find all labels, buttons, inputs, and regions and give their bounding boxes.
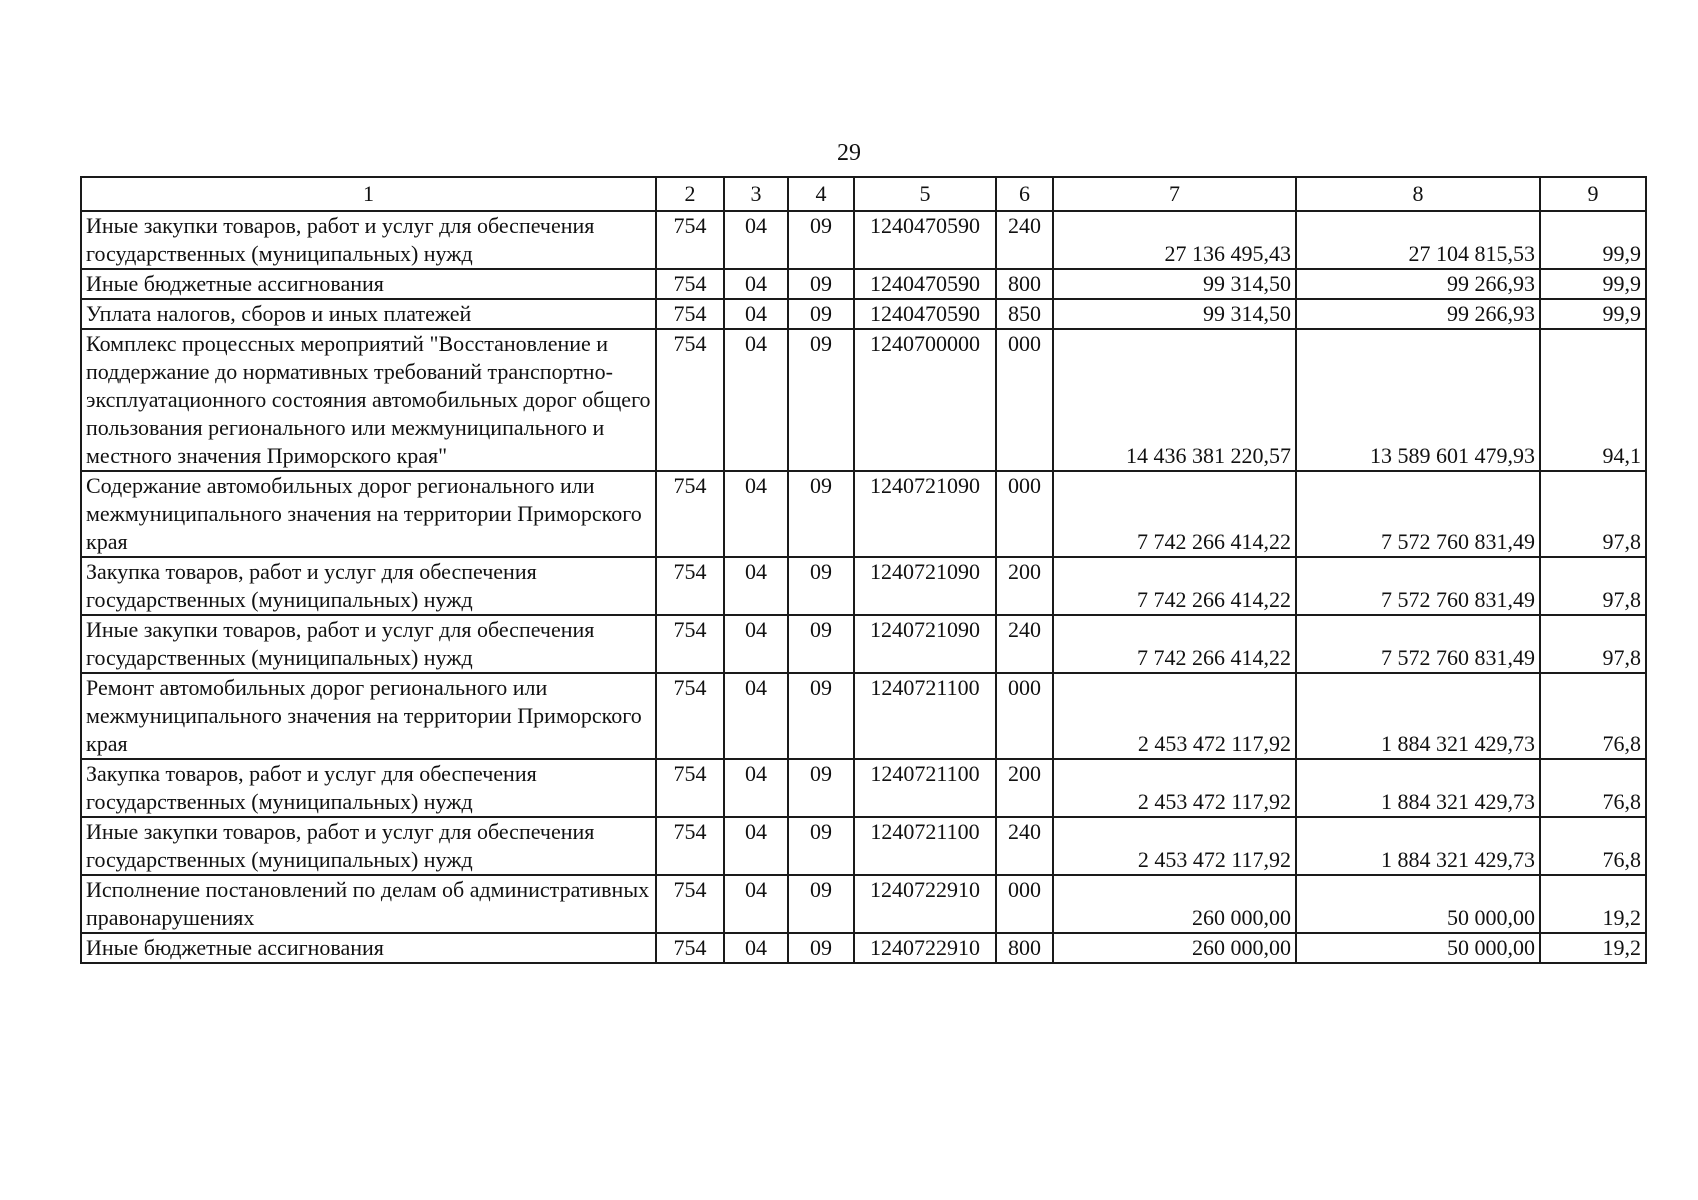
row-planned-amount-cell: 99 314,50 [1053,269,1296,299]
row-executed-amount-cell: 50 000,00 [1296,933,1540,963]
row-executed-amount-cell: 1 884 321 429,73 [1296,673,1540,759]
row-planned-amount-cell: 2 453 472 117,92 [1053,673,1296,759]
row-code-cell: 754 [656,875,724,933]
row-percent-cell: 97,8 [1540,615,1646,673]
table-row [81,557,1646,615]
row-subsection-cell: 09 [788,211,854,269]
row-name-cell: Закупка товаров, работ и услуг для обеспечения государственных (муниципальных) нужд [81,557,656,615]
row-target-article-cell: 1240721100 [854,759,996,817]
column-header: 9 [1540,177,1646,211]
row-target-article-cell: 1240721100 [854,817,996,875]
row-percent-cell: 76,8 [1540,817,1646,875]
row-expense-type-cell: 200 [996,759,1053,817]
row-planned-amount-cell: 7 742 266 414,22 [1053,557,1296,615]
row-percent-cell: 99,9 [1540,211,1646,269]
row-section-cell: 04 [724,875,788,933]
table-row [81,269,1646,299]
row-planned-amount-cell: 260 000,00 [1053,875,1296,933]
row-planned-amount-cell: 7 742 266 414,22 [1053,471,1296,557]
row-section-cell: 04 [724,817,788,875]
row-executed-amount-cell: 7 572 760 831,49 [1296,471,1540,557]
row-expense-type-cell: 240 [996,211,1053,269]
row-expense-type-cell: 000 [996,329,1053,471]
column-header: 4 [788,177,854,211]
row-code-cell: 754 [656,299,724,329]
row-subsection-cell: 09 [788,817,854,875]
row-code-cell: 754 [656,211,724,269]
row-planned-amount-cell: 27 136 495,43 [1053,211,1296,269]
row-planned-amount-cell: 7 742 266 414,22 [1053,615,1296,673]
budget-table [80,176,1647,964]
row-code-cell: 754 [656,329,724,471]
row-name-cell: Комплекс процессных мероприятий "Восстановление и поддержание до нормативных требований транспортно-эксплуатационного состояния автомобильных дорог общего пользования регионального или межмуниципального и местного значения Приморского края" [81,329,656,471]
row-expense-type-cell: 200 [996,557,1053,615]
row-code-cell: 754 [656,759,724,817]
row-planned-amount-cell: 260 000,00 [1053,933,1296,963]
row-section-cell: 04 [724,759,788,817]
row-subsection-cell: 09 [788,269,854,299]
table-row [81,759,1646,817]
row-percent-cell: 99,9 [1540,269,1646,299]
table-row [81,471,1646,557]
column-header: 1 [81,177,656,211]
row-executed-amount-cell: 7 572 760 831,49 [1296,557,1540,615]
row-target-article-cell: 1240470590 [854,269,996,299]
row-subsection-cell: 09 [788,673,854,759]
row-subsection-cell: 09 [788,299,854,329]
row-code-cell: 754 [656,933,724,963]
row-executed-amount-cell: 50 000,00 [1296,875,1540,933]
row-percent-cell: 76,8 [1540,673,1646,759]
row-subsection-cell: 09 [788,471,854,557]
row-section-cell: 04 [724,329,788,471]
column-header: 3 [724,177,788,211]
row-subsection-cell: 09 [788,557,854,615]
row-subsection-cell: 09 [788,933,854,963]
row-expense-type-cell: 800 [996,933,1053,963]
row-code-cell: 754 [656,673,724,759]
row-executed-amount-cell: 27 104 815,53 [1296,211,1540,269]
column-header: 2 [656,177,724,211]
column-header: 7 [1053,177,1296,211]
row-subsection-cell: 09 [788,759,854,817]
row-target-article-cell: 1240721090 [854,471,996,557]
row-code-cell: 754 [656,269,724,299]
row-expense-type-cell: 240 [996,817,1053,875]
row-section-cell: 04 [724,211,788,269]
row-subsection-cell: 09 [788,875,854,933]
row-executed-amount-cell: 1 884 321 429,73 [1296,817,1540,875]
column-header: 8 [1296,177,1540,211]
row-expense-type-cell: 850 [996,299,1053,329]
row-section-cell: 04 [724,269,788,299]
row-percent-cell: 97,8 [1540,471,1646,557]
row-code-cell: 754 [656,817,724,875]
row-target-article-cell: 1240721090 [854,557,996,615]
row-name-cell: Исполнение постановлений по делам об административных правонарушениях [81,875,656,933]
row-name-cell: Ремонт автомобильных дорог регионального или межмуниципального значения на территории Приморского края [81,673,656,759]
row-section-cell: 04 [724,933,788,963]
table-row [81,299,1646,329]
row-executed-amount-cell: 13 589 601 479,93 [1296,329,1540,471]
row-code-cell: 754 [656,557,724,615]
row-name-cell: Иные бюджетные ассигнования [81,269,656,299]
row-section-cell: 04 [724,471,788,557]
row-name-cell: Иные бюджетные ассигнования [81,933,656,963]
row-planned-amount-cell: 14 436 381 220,57 [1053,329,1296,471]
row-target-article-cell: 1240722910 [854,875,996,933]
row-name-cell: Закупка товаров, работ и услуг для обеспечения государственных (муниципальных) нужд [81,759,656,817]
row-name-cell: Уплата налогов, сборов и иных платежей [81,299,656,329]
row-expense-type-cell: 000 [996,875,1053,933]
table-row [81,615,1646,673]
row-subsection-cell: 09 [788,329,854,471]
row-percent-cell: 99,9 [1540,299,1646,329]
row-section-cell: 04 [724,615,788,673]
row-percent-cell: 19,2 [1540,875,1646,933]
row-percent-cell: 76,8 [1540,759,1646,817]
row-executed-amount-cell: 1 884 321 429,73 [1296,759,1540,817]
row-executed-amount-cell: 99 266,93 [1296,269,1540,299]
row-percent-cell: 94,1 [1540,329,1646,471]
table-header-row [81,177,1646,211]
table-row [81,329,1646,471]
row-name-cell: Содержание автомобильных дорог регионального или межмуниципального значения на территории Приморского края [81,471,656,557]
row-expense-type-cell: 000 [996,471,1053,557]
row-planned-amount-cell: 2 453 472 117,92 [1053,759,1296,817]
column-header: 5 [854,177,996,211]
row-subsection-cell: 09 [788,615,854,673]
row-target-article-cell: 1240721100 [854,673,996,759]
table-row [81,211,1646,269]
row-target-article-cell: 1240470590 [854,299,996,329]
row-target-article-cell: 1240721090 [854,615,996,673]
column-header: 6 [996,177,1053,211]
table-row [81,933,1646,963]
table-row [81,673,1646,759]
row-target-article-cell: 1240722910 [854,933,996,963]
row-percent-cell: 97,8 [1540,557,1646,615]
row-name-cell: Иные закупки товаров, работ и услуг для обеспечения государственных (муниципальных) нужд [81,211,656,269]
row-name-cell: Иные закупки товаров, работ и услуг для обеспечения государственных (муниципальных) нужд [81,615,656,673]
table-row [81,817,1646,875]
row-executed-amount-cell: 99 266,93 [1296,299,1540,329]
row-planned-amount-cell: 99 314,50 [1053,299,1296,329]
row-planned-amount-cell: 2 453 472 117,92 [1053,817,1296,875]
row-percent-cell: 19,2 [1540,933,1646,963]
row-section-cell: 04 [724,673,788,759]
row-name-cell: Иные закупки товаров, работ и услуг для обеспечения государственных (муниципальных) нужд [81,817,656,875]
row-expense-type-cell: 800 [996,269,1053,299]
row-expense-type-cell: 000 [996,673,1053,759]
row-target-article-cell: 1240470590 [854,211,996,269]
row-expense-type-cell: 240 [996,615,1053,673]
row-code-cell: 754 [656,615,724,673]
row-code-cell: 754 [656,471,724,557]
table-row [81,875,1646,933]
page-number: 29 [837,140,861,166]
row-executed-amount-cell: 7 572 760 831,49 [1296,615,1540,673]
row-target-article-cell: 1240700000 [854,329,996,471]
row-section-cell: 04 [724,299,788,329]
row-section-cell: 04 [724,557,788,615]
